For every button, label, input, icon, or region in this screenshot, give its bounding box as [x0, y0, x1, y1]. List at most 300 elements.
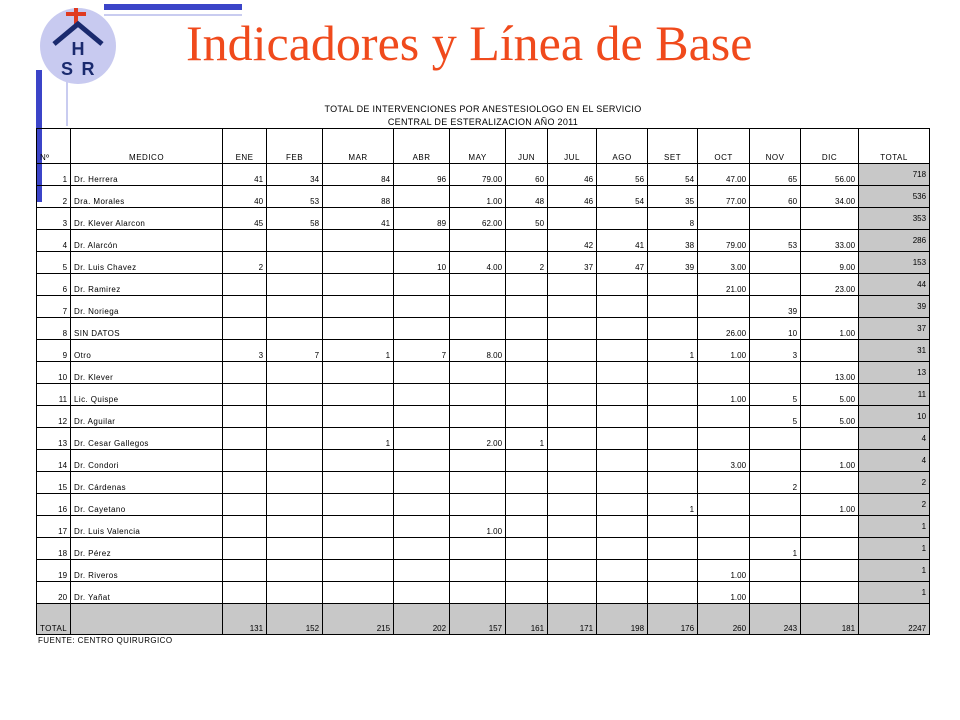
index-cell: 11 [37, 384, 71, 406]
value-cell: 77.00 [698, 186, 750, 208]
value-cell [750, 582, 801, 604]
value-cell [548, 384, 597, 406]
total-cell: 2247 [859, 604, 930, 635]
value-cell [548, 296, 597, 318]
total-cell [71, 604, 223, 635]
value-cell [223, 274, 267, 296]
value-cell: 1.00 [450, 186, 506, 208]
table-row [37, 472, 930, 494]
value-cell [548, 340, 597, 362]
table-row [37, 406, 930, 428]
value-cell [506, 472, 548, 494]
value-cell [698, 494, 750, 516]
value-cell [548, 362, 597, 384]
value-cell [394, 560, 450, 582]
value-cell [323, 296, 394, 318]
value-cell: 1.00 [801, 318, 859, 340]
value-cell: 60 [750, 186, 801, 208]
column-header: SET [648, 129, 698, 164]
value-cell [597, 450, 648, 472]
value-cell: 47 [597, 252, 648, 274]
value-cell [450, 538, 506, 560]
value-cell [394, 230, 450, 252]
value-cell [698, 472, 750, 494]
value-cell [597, 494, 648, 516]
value-cell: 56.00 [801, 164, 859, 186]
value-cell [548, 406, 597, 428]
value-cell [597, 538, 648, 560]
totals-label: TOTAL [37, 604, 71, 635]
value-cell [394, 362, 450, 384]
logo-letter-r: R [81, 59, 95, 79]
value-cell: 45 [223, 208, 267, 230]
row-total-cell: 1 [859, 560, 930, 582]
total-cell: 171 [548, 604, 597, 635]
row-total-cell: 2 [859, 472, 930, 494]
table-row [37, 208, 930, 230]
value-cell: 56 [597, 164, 648, 186]
value-cell [267, 582, 323, 604]
value-cell: 47.00 [698, 164, 750, 186]
medico-cell: Lic. Quispe [71, 384, 223, 406]
value-cell: 79.00 [698, 230, 750, 252]
value-cell: 5.00 [801, 406, 859, 428]
value-cell [698, 362, 750, 384]
index-cell: 10 [37, 362, 71, 384]
value-cell [750, 274, 801, 296]
value-cell: 2 [223, 252, 267, 274]
medico-cell: SIN DATOS [71, 318, 223, 340]
table-row [37, 230, 930, 252]
value-cell [648, 296, 698, 318]
value-cell: 1 [648, 494, 698, 516]
medico-cell: Dr. Klever Alarcon [71, 208, 223, 230]
table-caption-line-1: TOTAL DE INTERVENCIONES POR ANESTESIOLOGO EN EL SERVICIO [324, 104, 642, 114]
index-cell: 16 [37, 494, 71, 516]
value-cell [750, 516, 801, 538]
value-cell: 7 [394, 340, 450, 362]
value-cell [597, 362, 648, 384]
value-cell: 13.00 [801, 362, 859, 384]
medico-cell: Dr. Cárdenas [71, 472, 223, 494]
row-total-cell: 286 [859, 230, 930, 252]
value-cell [450, 274, 506, 296]
value-cell [597, 472, 648, 494]
value-cell: 65 [750, 164, 801, 186]
medico-cell: Dr. Riveros [71, 560, 223, 582]
value-cell [450, 318, 506, 340]
row-total-cell: 1 [859, 582, 930, 604]
medico-cell: Dr. Luis Valencia [71, 516, 223, 538]
value-cell [750, 362, 801, 384]
value-cell [548, 582, 597, 604]
row-total-cell: 1 [859, 538, 930, 560]
value-cell: 2.00 [450, 428, 506, 450]
value-cell [450, 362, 506, 384]
value-cell [223, 318, 267, 340]
value-cell [450, 406, 506, 428]
value-cell [223, 538, 267, 560]
value-cell [223, 296, 267, 318]
row-total-cell: 10 [859, 406, 930, 428]
value-cell [394, 472, 450, 494]
value-cell [548, 208, 597, 230]
value-cell [323, 384, 394, 406]
value-cell [548, 472, 597, 494]
value-cell [648, 538, 698, 560]
value-cell [267, 428, 323, 450]
value-cell [394, 296, 450, 318]
value-cell [548, 318, 597, 340]
value-cell [223, 362, 267, 384]
value-cell [323, 230, 394, 252]
total-cell: 215 [323, 604, 394, 635]
logo-letter-s: S [60, 59, 74, 79]
row-total-cell: 2 [859, 494, 930, 516]
value-cell [648, 406, 698, 428]
value-cell: 3.00 [698, 450, 750, 472]
value-cell [597, 274, 648, 296]
value-cell [394, 538, 450, 560]
medico-cell: Dr. Aguilar [71, 406, 223, 428]
value-cell: 54 [648, 164, 698, 186]
value-cell [548, 538, 597, 560]
value-cell [323, 318, 394, 340]
total-cell: 260 [698, 604, 750, 635]
value-cell [450, 560, 506, 582]
value-cell [267, 450, 323, 472]
total-cell: 161 [506, 604, 548, 635]
value-cell [698, 406, 750, 428]
value-cell [223, 472, 267, 494]
value-cell [548, 494, 597, 516]
value-cell [597, 208, 648, 230]
column-header: NOV [750, 129, 801, 164]
interventions-table [36, 128, 930, 635]
value-cell: 1.00 [450, 516, 506, 538]
value-cell [267, 538, 323, 560]
page-title: Indicadores y Línea de Base [186, 15, 753, 71]
value-cell: 3 [750, 340, 801, 362]
value-cell [648, 516, 698, 538]
value-cell [801, 560, 859, 582]
medico-cell: Dr. Luis Chavez [71, 252, 223, 274]
value-cell [801, 428, 859, 450]
value-cell [597, 296, 648, 318]
index-cell: 1 [37, 164, 71, 186]
value-cell: 26.00 [698, 318, 750, 340]
index-cell: 13 [37, 428, 71, 450]
value-cell [267, 318, 323, 340]
table-row [37, 428, 930, 450]
column-header: MAY [450, 129, 506, 164]
value-cell: 2 [506, 252, 548, 274]
index-cell: 17 [37, 516, 71, 538]
column-header: DIC [801, 129, 859, 164]
totals-row [37, 604, 930, 635]
value-cell [267, 252, 323, 274]
column-header: MAR [323, 129, 394, 164]
table-row [37, 538, 930, 560]
value-cell: 41 [323, 208, 394, 230]
column-header: Nº [37, 129, 71, 164]
value-cell: 34.00 [801, 186, 859, 208]
value-cell [750, 208, 801, 230]
value-cell: 62.00 [450, 208, 506, 230]
value-cell [648, 274, 698, 296]
value-cell [648, 428, 698, 450]
row-total-cell: 44 [859, 274, 930, 296]
value-cell [450, 582, 506, 604]
value-cell [323, 560, 394, 582]
value-cell: 23.00 [801, 274, 859, 296]
table-row [37, 186, 930, 208]
index-cell: 5 [37, 252, 71, 274]
value-cell [394, 406, 450, 428]
table-row [37, 516, 930, 538]
value-cell [506, 340, 548, 362]
value-cell: 42 [548, 230, 597, 252]
value-cell: 1 [506, 428, 548, 450]
value-cell [548, 516, 597, 538]
value-cell [223, 450, 267, 472]
index-cell: 6 [37, 274, 71, 296]
medico-cell: Dr. Cayetano [71, 494, 223, 516]
value-cell: 41 [223, 164, 267, 186]
value-cell [450, 472, 506, 494]
value-cell [548, 450, 597, 472]
value-cell [450, 230, 506, 252]
row-total-cell: 4 [859, 428, 930, 450]
value-cell [648, 472, 698, 494]
value-cell [698, 428, 750, 450]
value-cell [223, 560, 267, 582]
value-cell [223, 406, 267, 428]
value-cell: 1.00 [801, 494, 859, 516]
value-cell [750, 252, 801, 274]
logo-mark-icon [40, 8, 116, 84]
value-cell: 58 [267, 208, 323, 230]
value-cell: 88 [323, 186, 394, 208]
value-cell: 1 [323, 428, 394, 450]
medico-cell: Dr. Herrera [71, 164, 223, 186]
value-cell [394, 384, 450, 406]
table-row [37, 450, 930, 472]
table-row [37, 274, 930, 296]
value-cell: 3.00 [698, 252, 750, 274]
row-total-cell: 153 [859, 252, 930, 274]
value-cell [750, 560, 801, 582]
value-cell [648, 560, 698, 582]
value-cell [394, 494, 450, 516]
table-row [37, 252, 930, 274]
column-header: JUL [548, 129, 597, 164]
value-cell [267, 362, 323, 384]
table-row [37, 362, 930, 384]
value-cell [506, 450, 548, 472]
value-cell [597, 582, 648, 604]
value-cell: 53 [267, 186, 323, 208]
source-note: FUENTE: CENTRO QUIRURGICO [38, 636, 173, 645]
row-total-cell: 718 [859, 164, 930, 186]
medico-cell: Dra. Morales [71, 186, 223, 208]
value-cell: 1.00 [698, 340, 750, 362]
value-cell: 10 [750, 318, 801, 340]
medico-cell: Dr. Yañat [71, 582, 223, 604]
index-cell: 2 [37, 186, 71, 208]
value-cell [450, 384, 506, 406]
value-cell [506, 318, 548, 340]
value-cell [698, 538, 750, 560]
value-cell: 50 [506, 208, 548, 230]
total-cell: 152 [267, 604, 323, 635]
table-row [37, 296, 930, 318]
value-cell: 1 [750, 538, 801, 560]
total-cell: 157 [450, 604, 506, 635]
value-cell [698, 296, 750, 318]
logo-letter-h: H [71, 39, 85, 59]
total-cell: 243 [750, 604, 801, 635]
value-cell [323, 406, 394, 428]
column-header: FEB [267, 129, 323, 164]
value-cell [223, 384, 267, 406]
index-cell: 14 [37, 450, 71, 472]
index-cell: 8 [37, 318, 71, 340]
medico-cell: Dr. Klever [71, 362, 223, 384]
value-cell: 8 [648, 208, 698, 230]
value-cell: 21.00 [698, 274, 750, 296]
column-header: ENE [223, 129, 267, 164]
index-cell: 20 [37, 582, 71, 604]
decorative-top-bar [104, 4, 242, 10]
index-cell: 4 [37, 230, 71, 252]
value-cell [394, 318, 450, 340]
table-row [37, 318, 930, 340]
value-cell [597, 318, 648, 340]
medico-cell: Otro [71, 340, 223, 362]
value-cell: 40 [223, 186, 267, 208]
value-cell [548, 560, 597, 582]
column-header: JUN [506, 129, 548, 164]
row-total-cell: 39 [859, 296, 930, 318]
value-cell [506, 538, 548, 560]
value-cell [548, 428, 597, 450]
value-cell: 54 [597, 186, 648, 208]
value-cell: 46 [548, 186, 597, 208]
row-total-cell: 353 [859, 208, 930, 230]
table-caption-line-2: CENTRAL DE ESTERALIZACION AÑO 2011 [387, 117, 579, 127]
column-header: OCT [698, 129, 750, 164]
column-header: MEDICO [71, 129, 223, 164]
value-cell [506, 274, 548, 296]
value-cell: 60 [506, 164, 548, 186]
table-row [37, 384, 930, 406]
row-total-cell: 536 [859, 186, 930, 208]
index-cell: 19 [37, 560, 71, 582]
table-row [37, 340, 930, 362]
medico-cell: Dr. Pérez [71, 538, 223, 560]
total-cell: 131 [223, 604, 267, 635]
row-total-cell: 11 [859, 384, 930, 406]
value-cell [506, 516, 548, 538]
column-header: TOTAL [859, 129, 930, 164]
value-cell [267, 230, 323, 252]
value-cell: 1.00 [698, 384, 750, 406]
value-cell [223, 428, 267, 450]
index-cell: 12 [37, 406, 71, 428]
value-cell [750, 450, 801, 472]
value-cell [267, 384, 323, 406]
value-cell [648, 318, 698, 340]
value-cell [801, 582, 859, 604]
index-cell: 7 [37, 296, 71, 318]
value-cell [223, 230, 267, 252]
column-header: ABR [394, 129, 450, 164]
row-total-cell: 31 [859, 340, 930, 362]
medico-cell: Dr. Noriega [71, 296, 223, 318]
value-cell [323, 494, 394, 516]
value-cell: 48 [506, 186, 548, 208]
table-row [37, 494, 930, 516]
row-total-cell: 13 [859, 362, 930, 384]
value-cell [267, 274, 323, 296]
value-cell [597, 516, 648, 538]
value-cell [801, 208, 859, 230]
value-cell [323, 362, 394, 384]
value-cell [750, 494, 801, 516]
value-cell [450, 296, 506, 318]
value-cell: 5.00 [801, 384, 859, 406]
hospital-logo [40, 8, 116, 84]
header-row [37, 129, 930, 164]
value-cell [750, 428, 801, 450]
medico-cell: Dr. Cesar Gallegos [71, 428, 223, 450]
value-cell [506, 406, 548, 428]
value-cell [648, 362, 698, 384]
index-cell: 9 [37, 340, 71, 362]
table-row [37, 582, 930, 604]
value-cell [506, 560, 548, 582]
value-cell [597, 560, 648, 582]
value-cell [648, 450, 698, 472]
value-cell [506, 384, 548, 406]
value-cell [223, 516, 267, 538]
medico-cell: Dr. Alarcón [71, 230, 223, 252]
value-cell: 5 [750, 406, 801, 428]
value-cell: 39 [648, 252, 698, 274]
value-cell: 38 [648, 230, 698, 252]
value-cell [267, 296, 323, 318]
value-cell [597, 384, 648, 406]
value-cell: 33.00 [801, 230, 859, 252]
value-cell [597, 406, 648, 428]
index-cell: 15 [37, 472, 71, 494]
value-cell [506, 296, 548, 318]
value-cell [648, 384, 698, 406]
value-cell: 34 [267, 164, 323, 186]
value-cell: 46 [548, 164, 597, 186]
value-cell [323, 274, 394, 296]
value-cell [323, 472, 394, 494]
index-cell: 18 [37, 538, 71, 560]
value-cell [323, 516, 394, 538]
value-cell: 1 [648, 340, 698, 362]
value-cell: 37 [548, 252, 597, 274]
value-cell [597, 428, 648, 450]
value-cell [506, 494, 548, 516]
value-cell: 9.00 [801, 252, 859, 274]
value-cell: 35 [648, 186, 698, 208]
